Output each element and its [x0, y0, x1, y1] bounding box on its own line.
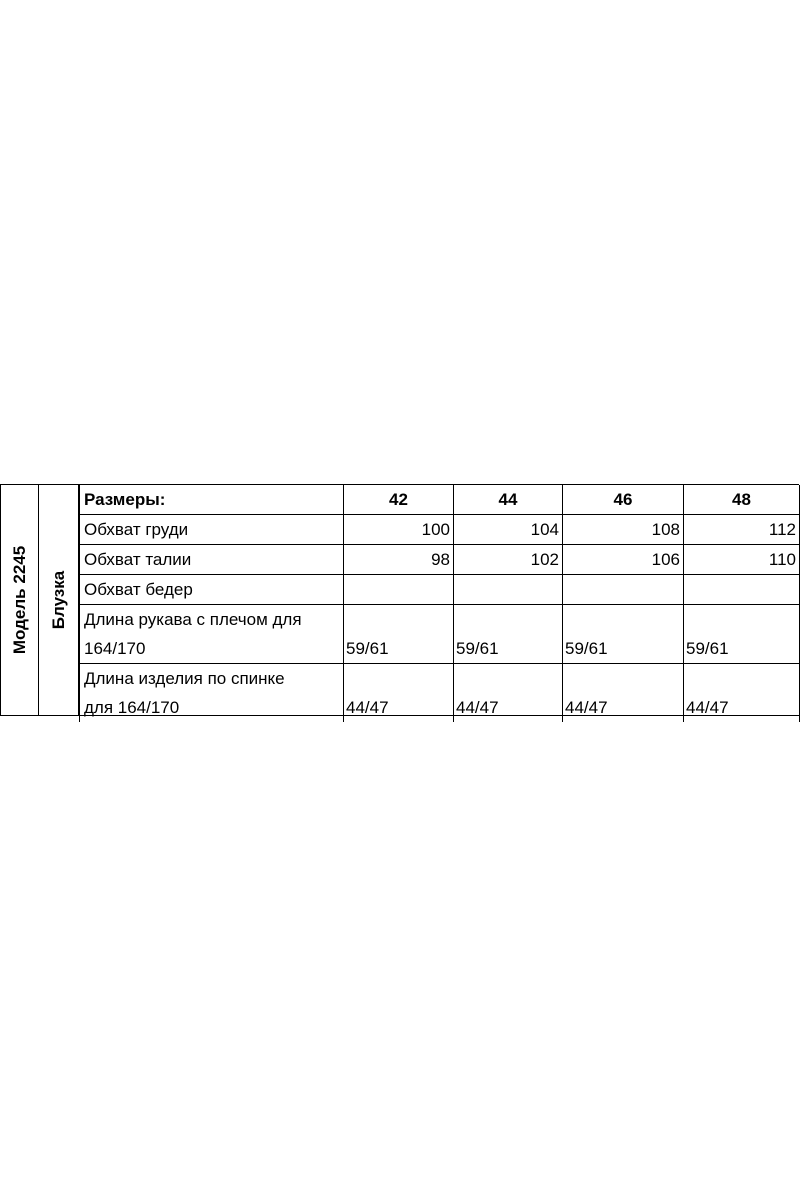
row-label — [80, 664, 344, 723]
value-cell: 110 — [684, 545, 800, 575]
product-label: Блузка — [48, 570, 68, 630]
value-cell: 59/61 — [563, 605, 684, 664]
model-label: Модель 2245 — [9, 545, 29, 655]
row-label: Обхват бедер — [80, 575, 344, 605]
sizes-header-cell: Размеры: — [80, 485, 344, 515]
value-cell: 44/47 — [684, 664, 800, 723]
row-label-line: для 164/170 — [84, 698, 180, 717]
size-header-cell: 44 — [454, 485, 563, 515]
row-label-line: Длина изделия по спинке — [84, 669, 285, 688]
size-header-cell: 42 — [344, 485, 454, 515]
measurements-grid — [79, 485, 800, 722]
table-row — [80, 605, 800, 664]
value-cell: 102 — [454, 545, 563, 575]
value-cell: 59/61 — [344, 605, 454, 664]
value-cell: 44/47 — [454, 664, 563, 723]
value-cell: 100 — [344, 515, 454, 545]
value-cell — [344, 575, 454, 605]
value-cell: 59/61 — [684, 605, 800, 664]
value-cell — [563, 575, 684, 605]
value-cell: 44/47 — [563, 664, 684, 723]
value-cell: 59/61 — [454, 605, 563, 664]
value-cell: 98 — [344, 545, 454, 575]
model-column — [0, 485, 39, 715]
value-cell — [454, 575, 563, 605]
size-header-cell: 48 — [684, 485, 800, 515]
value-cell: 106 — [563, 545, 684, 575]
value-cell: 44/47 — [344, 664, 454, 723]
size-header-cell: 46 — [563, 485, 684, 515]
row-label-line: 164/170 — [84, 639, 146, 658]
size-table — [0, 484, 799, 716]
header-row — [80, 485, 800, 515]
table-row — [80, 545, 800, 575]
row-label: Обхват груди — [80, 515, 344, 545]
value-cell: 112 — [684, 515, 800, 545]
value-cell: 108 — [563, 515, 684, 545]
table-row — [80, 664, 800, 723]
row-label-line: Длина рукава с плечом для — [84, 610, 302, 629]
row-label: Обхват талии — [80, 545, 344, 575]
value-cell — [684, 575, 800, 605]
row-label — [80, 605, 344, 664]
product-column — [39, 485, 79, 715]
value-cell: 104 — [454, 515, 563, 545]
table-row — [80, 515, 800, 545]
table-row — [80, 575, 800, 605]
